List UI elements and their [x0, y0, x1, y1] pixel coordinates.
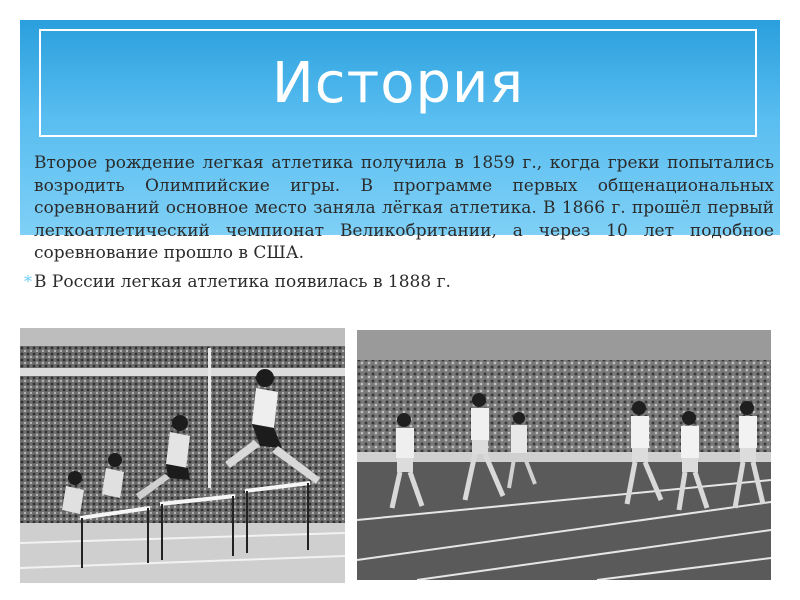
paragraph-history: [24, 152, 774, 265]
hurdles-race-illustration: [20, 328, 345, 583]
paragraph-russia: [24, 271, 774, 294]
paragraph-text: Второе рождение легкая атлетика получила в 1859 г., когда греки попытались возродить Олимпийские игры. В программе первых общенациональных соревнований основное место заняла лёгкая атлетика. В 1866 г. прошёл первый легкоатлетический чемпионат Великобритании, а через 10 лет подобное соревнование прошло в США.: [34, 153, 774, 263]
sprint-race-photo: [357, 330, 771, 580]
bullet-marker: *: [24, 271, 32, 291]
slide-title: История: [271, 50, 525, 116]
body-text: [24, 152, 774, 293]
paragraph-text: В России легкая атлетика появилась в 1888 г.: [34, 271, 451, 292]
sprint-race-illustration: [357, 330, 771, 580]
hurdles-race-photo: [20, 328, 345, 583]
title-frame: [39, 29, 757, 137]
